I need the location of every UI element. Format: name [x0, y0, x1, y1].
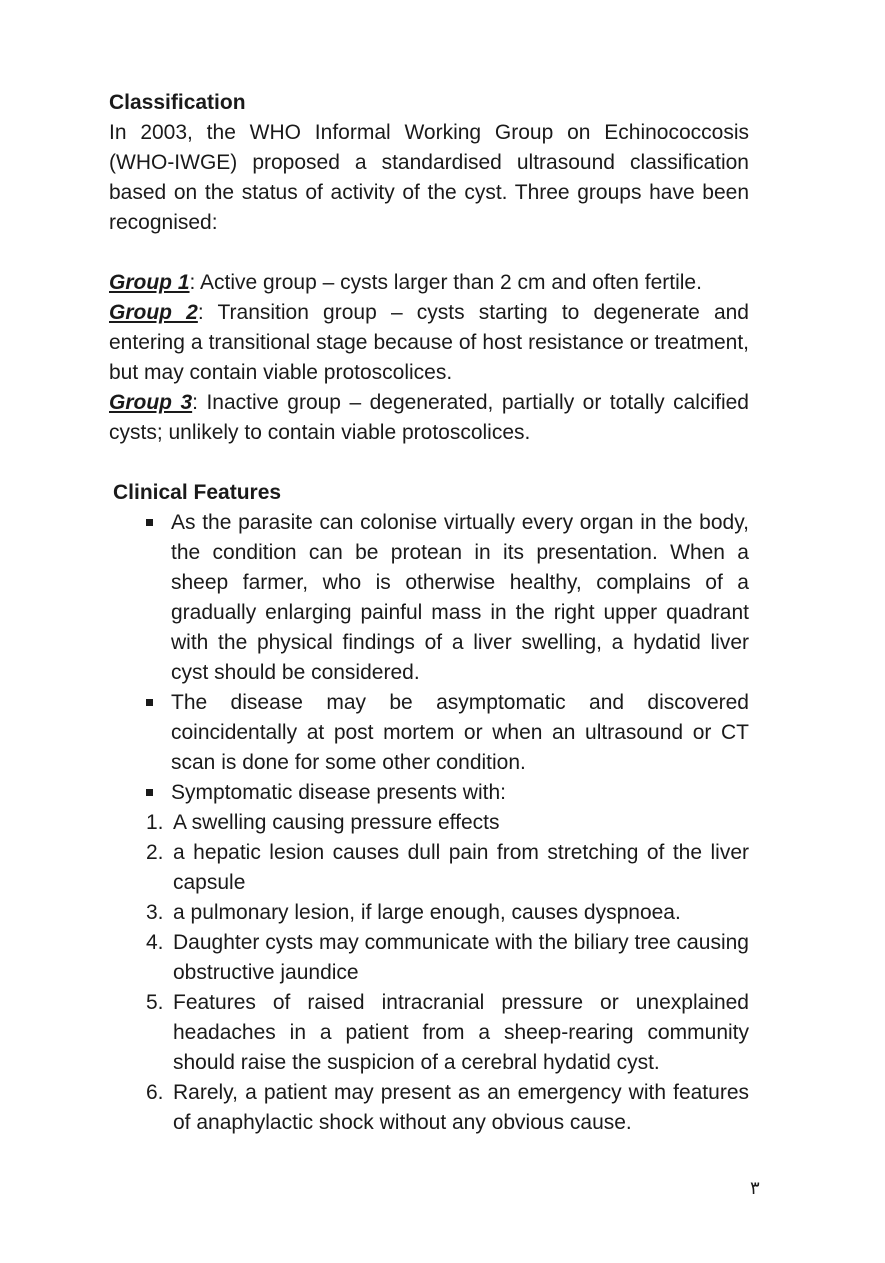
- group-label: Group 1: [109, 271, 190, 294]
- list-item: [113, 778, 749, 808]
- item-text: a pulmonary lesion, if large enough, causes dyspnoea.: [173, 901, 681, 924]
- group-item: [109, 298, 749, 388]
- list-item: [113, 898, 749, 928]
- page-content: [109, 88, 749, 1138]
- item-text: Features of raised intracranial pressure or unexplained headaches in a patient from a sheep-rearing community should raise the suspicion of a cerebral hydatid cyst.: [173, 991, 749, 1074]
- classification-heading: Classification: [109, 91, 246, 114]
- square-bullet-icon: [146, 789, 153, 796]
- bullet-text: The disease may be asymptomatic and discovered coincidentally at post mortem or when an ultrasound or CT scan is done for some other condition.: [171, 691, 749, 774]
- list-item: [113, 808, 749, 838]
- numbered-list: [113, 808, 749, 1138]
- item-text: A swelling causing pressure effects: [173, 811, 500, 834]
- section-gap: [109, 238, 749, 268]
- group-label: Group 3: [109, 391, 193, 414]
- clinical-features-section: [109, 478, 749, 1138]
- group-description: : Inactive group – degenerated, partially or totally calcified cysts; unlikely to contain viable protoscolices.: [109, 391, 749, 444]
- group-description: : Transition group – cysts starting to degenerate and entering a transitional stage because of host resistance or treatment, but may contain viable protoscolices.: [109, 301, 749, 384]
- group-description: : Active group – cysts larger than 2 cm and often fertile.: [189, 271, 702, 294]
- group-item: [109, 388, 749, 448]
- clinical-features-heading: Clinical Features: [113, 481, 282, 504]
- group-list: [109, 268, 749, 448]
- bullet-text: As the parasite can colonise virtually every organ in the body, the condition can be protean in its presentation. When a sheep farmer, who is otherwise healthy, complains of a gradually enlarging painful mass in the right upper quadrant with the physical findings of a liver swelling, a hydatid liver cyst should be considered.: [171, 511, 749, 684]
- item-number: 5.: [146, 991, 164, 1014]
- item-number: 6.: [146, 1081, 164, 1104]
- page-number: ٣: [750, 1178, 760, 1199]
- bullet-text: Symptomatic disease presents with:: [171, 781, 506, 804]
- list-item: [113, 688, 749, 778]
- group-label: Group 2: [109, 301, 198, 324]
- item-number: 4.: [146, 931, 164, 954]
- square-bullet-icon: [146, 519, 153, 526]
- item-number: 2.: [146, 841, 164, 864]
- item-number: 3.: [146, 901, 164, 924]
- item-text: Daughter cysts may communicate with the biliary tree causing obstructive jaundice: [173, 931, 749, 984]
- list-item: [113, 988, 749, 1078]
- list-item: [113, 1078, 749, 1138]
- classification-intro: In 2003, the WHO Informal Working Group on Echinococcosis (WHO-IWGE) proposed a standardised ultrasound classification based on the status of activity of the cyst. Three groups have been recognised:: [109, 121, 749, 234]
- list-item: [113, 838, 749, 898]
- list-item: [113, 508, 749, 688]
- list-item: [113, 928, 749, 988]
- item-text: a hepatic lesion causes dull pain from stretching of the liver capsule: [173, 841, 749, 894]
- bullet-list: [113, 508, 749, 808]
- item-number: 1.: [146, 811, 164, 834]
- square-bullet-icon: [146, 699, 153, 706]
- group-item: [109, 268, 749, 298]
- item-text: Rarely, a patient may present as an emergency with features of anaphylactic shock without any obvious cause.: [173, 1081, 749, 1134]
